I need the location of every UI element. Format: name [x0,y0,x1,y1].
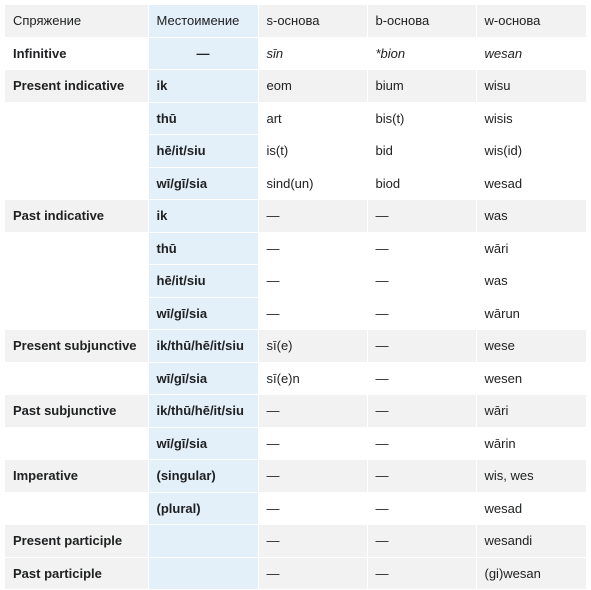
w-stem-cell: wāri [476,232,586,265]
b-stem-cell: — [367,557,476,590]
table-row [5,232,586,265]
w-stem-cell: wisu [476,70,586,103]
pronoun-cell: hē/it/siu [148,135,258,168]
pronoun-cell [148,557,258,590]
s-stem-cell: — [258,427,367,460]
w-stem-cell: wārun [476,297,586,330]
s-stem-cell: — [258,395,367,428]
b-stem-cell: bid [367,135,476,168]
w-stem-cell: wis(id) [476,135,586,168]
s-stem-cell: — [258,460,367,493]
header-row [5,5,586,37]
b-stem-cell: — [367,427,476,460]
conjugation-cell: Past subjunctive [5,395,148,428]
w-stem-cell: wese [476,330,586,363]
header-w-stem: w-основа [476,5,586,37]
pronoun-cell: (singular) [148,460,258,493]
conjugation-cell [5,492,148,525]
s-stem-cell: — [258,492,367,525]
table-row [5,492,586,525]
table-row [5,525,586,558]
w-stem-cell: wāri [476,395,586,428]
pronoun-cell: thū [148,232,258,265]
s-stem-cell: — [258,232,367,265]
b-stem-cell: bium [367,70,476,103]
table-row [5,70,586,103]
b-stem-cell: — [367,460,476,493]
pronoun-cell: wī/gī/sia [148,362,258,395]
pronoun-cell: thū [148,102,258,135]
table-row [5,427,586,460]
table-row [5,330,586,363]
table-row [5,167,586,200]
s-stem-cell: sīn [258,37,367,70]
table-row [5,395,586,428]
s-stem-cell: — [258,297,367,330]
b-stem-cell: — [367,330,476,363]
header-s-stem: s-основа [258,5,367,37]
s-stem-cell: is(t) [258,135,367,168]
s-stem-cell: — [258,265,367,298]
table-row [5,102,586,135]
conjugation-cell: Infinitive [5,37,148,70]
pronoun-cell: ik [148,70,258,103]
pronoun-cell: ik [148,200,258,233]
pronoun-cell: wī/gī/sia [148,297,258,330]
table-row [5,297,586,330]
s-stem-cell: — [258,525,367,558]
pronoun-cell: ik/thū/hē/it/siu [148,395,258,428]
pronoun-cell: hē/it/siu [148,265,258,298]
s-stem-cell: art [258,102,367,135]
table-body [5,37,586,590]
conjugation-cell [5,167,148,200]
conjugation-cell: Present participle [5,525,148,558]
s-stem-cell: sī(e)n [258,362,367,395]
pronoun-cell: — [148,37,258,70]
pronoun-cell [148,525,258,558]
header-conjugation: Спряжение [5,5,148,37]
s-stem-cell: eom [258,70,367,103]
w-stem-cell: wisis [476,102,586,135]
w-stem-cell: wesad [476,167,586,200]
conjugation-cell [5,362,148,395]
conjugation-cell: Past indicative [5,200,148,233]
conjugation-cell [5,102,148,135]
conjugation-cell [5,265,148,298]
w-stem-cell: was [476,265,586,298]
w-stem-cell: wesen [476,362,586,395]
w-stem-cell: wesad [476,492,586,525]
table-row [5,362,586,395]
conjugation-cell: Present indicative [5,70,148,103]
table-row [5,135,586,168]
header-pronoun: Местоимение [148,5,258,37]
b-stem-cell: biod [367,167,476,200]
pronoun-cell: ik/thū/hē/it/siu [148,330,258,363]
conjugation-cell: Past participle [5,557,148,590]
w-stem-cell: wesandi [476,525,586,558]
table-header [5,5,586,37]
w-stem-cell: was [476,200,586,233]
conjugation-cell [5,427,148,460]
b-stem-cell: — [367,525,476,558]
conjugation-table [5,5,587,590]
b-stem-cell: — [367,492,476,525]
s-stem-cell: sind(un) [258,167,367,200]
b-stem-cell: — [367,297,476,330]
table-row [5,460,586,493]
s-stem-cell: — [258,200,367,233]
w-stem-cell: wis, wes [476,460,586,493]
b-stem-cell: — [367,265,476,298]
b-stem-cell: — [367,362,476,395]
conjugation-cell [5,135,148,168]
conjugation-cell: Present subjunctive [5,330,148,363]
pronoun-cell: wī/gī/sia [148,427,258,460]
b-stem-cell: *bion [367,37,476,70]
s-stem-cell: — [258,557,367,590]
b-stem-cell: — [367,232,476,265]
b-stem-cell: bis(t) [367,102,476,135]
pronoun-cell: wī/gī/sia [148,167,258,200]
b-stem-cell: — [367,395,476,428]
conjugation-cell [5,232,148,265]
w-stem-cell: wārin [476,427,586,460]
pronoun-cell: (plural) [148,492,258,525]
s-stem-cell: sī(e) [258,330,367,363]
conjugation-cell [5,297,148,330]
w-stem-cell: wesan [476,37,586,70]
table-row [5,37,586,70]
conjugation-cell: Imperative [5,460,148,493]
w-stem-cell: (gi)wesan [476,557,586,590]
b-stem-cell: — [367,200,476,233]
table-row [5,200,586,233]
header-b-stem: b-основа [367,5,476,37]
table-row [5,557,586,590]
table-row [5,265,586,298]
